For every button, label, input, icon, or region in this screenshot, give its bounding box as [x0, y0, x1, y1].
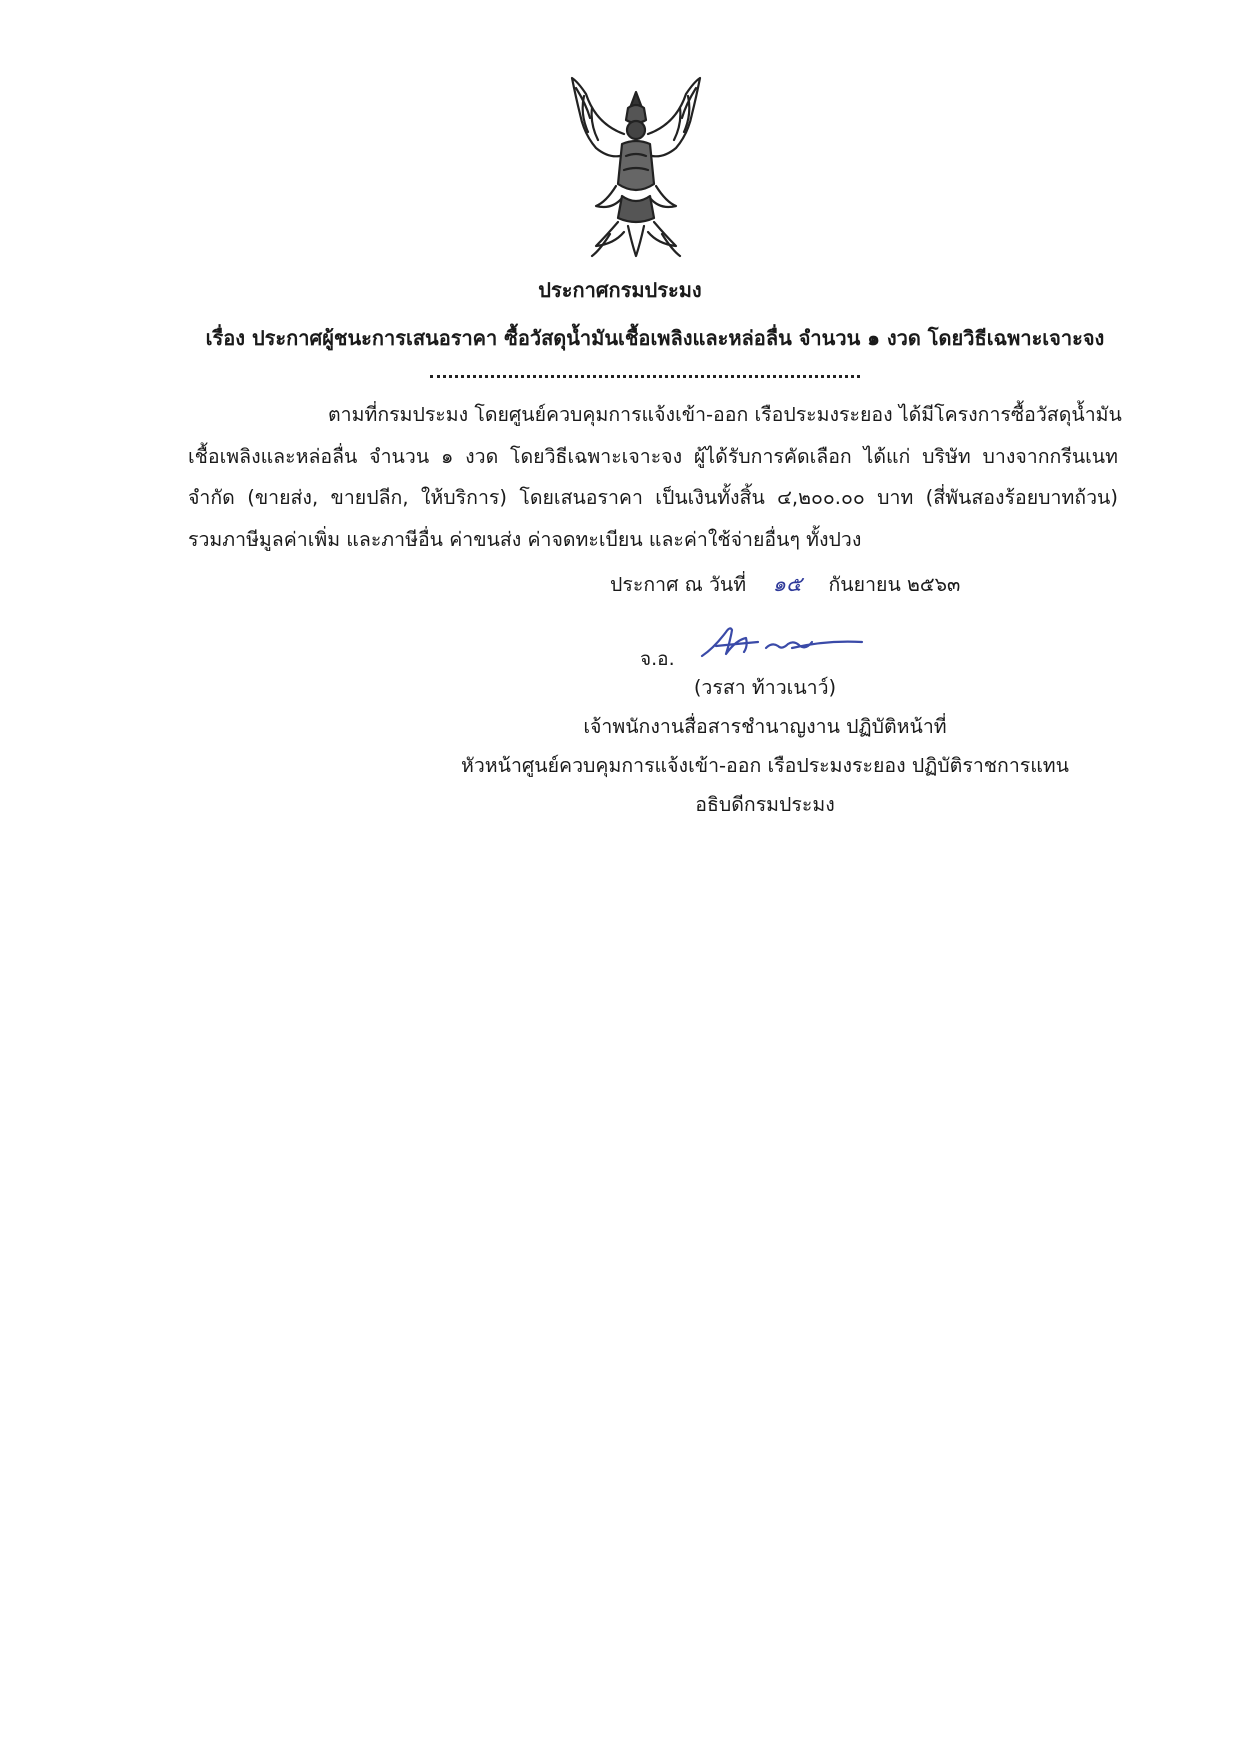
date-month-year: กันยายน ๒๕๖๓	[828, 573, 961, 596]
signer-name: (วรสา ท้าวเนาว์)	[693, 676, 837, 699]
signer-position: อธิบดีกรมประมง	[695, 793, 835, 816]
signer-position: หัวหน้าศูนย์ควบคุมการแจ้งเข้า-ออก เรือประมงระยอง ปฏิบัติราชการแทน	[460, 754, 1069, 777]
signer-block	[420, 668, 1110, 824]
body-line: จำกัด (ขายส่ง, ขายปลีก, ให้บริการ) โดยเสนอราคา เป็นเงินทั้งสิ้น ๔,๒๐๐.๐๐ บาท (สี่พันสองร้อยบาทถ้วน)	[188, 486, 1118, 509]
handwritten-signature	[696, 618, 866, 668]
body-line: ตามที่กรมประมง โดยศูนย์ควบคุมการแจ้งเข้า-ออก เรือประมงระยอง ได้มีโครงการซื้อวัสดุน้ำมัน	[328, 403, 1122, 426]
document-subject: เรื่อง ประกาศผู้ชนะการเสนอราคา ซื้อวัสดุน้ำมันเชื้อเพลิงและหล่อลื่น จำนวน ๑ งวด โดยวิธีเฉพาะเจาะจง	[205, 326, 1105, 350]
signer-position: เจ้าพนักงานสื่อสารชำนาญงาน ปฏิบัติหน้าที่	[583, 715, 947, 738]
body-line: เชื้อเพลิงและหล่อลื่น จำนวน ๑ งวด โดยวิธีเฉพาะเจาะจง ผู้ได้รับการคัดเลือก ได้แก่ บริษัท บางจากกรีนเนท	[188, 444, 1118, 468]
announcement-date	[610, 568, 960, 601]
dotted-divider	[430, 375, 860, 378]
date-day: ๑๕	[772, 572, 802, 596]
signature-prefix: จ.อ.	[640, 648, 675, 670]
document-title: ประกาศกรมประมง	[538, 278, 702, 302]
garuda-emblem-icon	[566, 74, 706, 260]
date-prefix: ประกาศ ณ วันที่	[610, 573, 747, 596]
document-body	[188, 394, 1122, 560]
body-line: รวมภาษีมูลค่าเพิ่ม และภาษีอื่น ค่าขนส่ง ค่าจดทะเบียน และค่าใช้จ่ายอื่นๆ ทั้งปวง	[188, 527, 862, 551]
